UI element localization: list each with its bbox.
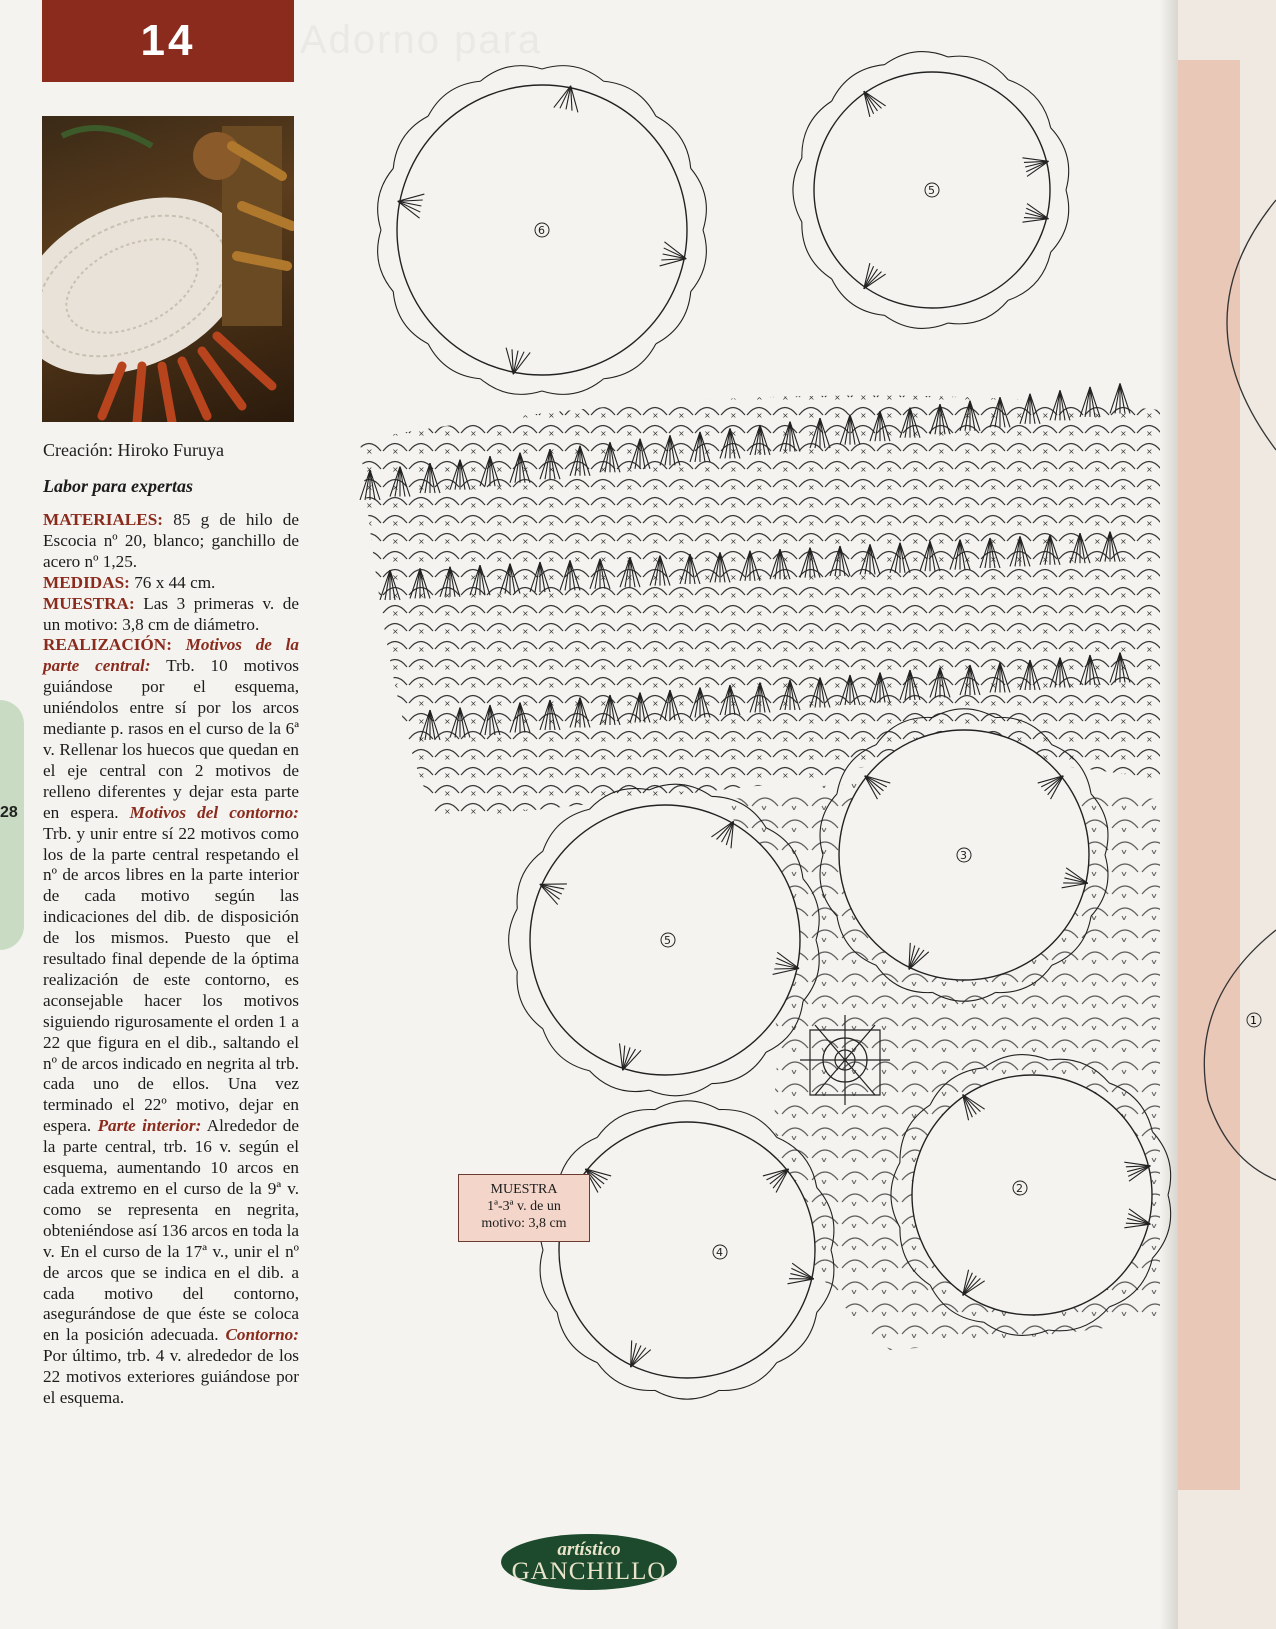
measures-text: 76 x 44 cm.: [129, 572, 216, 592]
edge-text: Por último, trb. 4 v. alrededor de los 22 motivos exteriores guiándose por el esquema.: [43, 1346, 299, 1408]
page-number: 28: [0, 804, 18, 821]
motif-number: 1: [1250, 1014, 1257, 1027]
adjacent-diagram: [1178, 120, 1276, 1480]
sample-box-line3: motivo: 3,8 cm: [481, 1216, 567, 1231]
sample-box: [458, 1174, 590, 1242]
motif-number: 6: [538, 224, 545, 237]
inner-text: Alrededor de la parte central, trb. 16 v. según el esquema, aumentando 10 arcos en cada extremo en el curso de la 9ª v. como se representa en negrita, obteniéndose así 136 arcos en toda la v. En el curso de la 17ª v., unir el nº de arcos que se indica en el dib. a cada motivo del contorno, asegurándose de que éste se coloca en la posición adecuada.: [43, 1116, 299, 1345]
motif-number: 5: [664, 934, 671, 947]
realization-label: REALIZACIÓN:: [43, 635, 172, 655]
materials-text: 85 g de hilo de Escocia nº 20, blanco; ganchillo de acero nº 1,25.: [43, 510, 299, 571]
doily-photo: [42, 116, 294, 422]
center-motifs-text: Trb. 10 motivos guiándose por el esquema, uniéndolos entre sí por los arcos mediante p. rasos en el curso de la 6ª v. Rellenar los huecos que quedan en el eje central con 2 motivos de relleno diferentes y dejar esta parte en espera.: [43, 656, 299, 822]
measures-label: MEDIDAS:: [43, 572, 130, 592]
center-motifs-label: Motivos de la parte central:: [43, 635, 299, 676]
sample-box-title: MUESTRA: [490, 1182, 558, 1197]
sample-text: Las 3 primeras v. de un motivo: 3,8 cm de diámetro.: [43, 593, 299, 634]
contour-motifs-text: Trb. y unir entre sí 22 motivos como los de la parte central respetando el nº de arcos libres en la parte interior de cada motivo según las indicaciones del dib. de disposición de los mismos. Puesto que el resultado final depende de la óptima realización de este contorno, es aconsejable hacer los motivos siguiendo rigurosamente el orden 1 a 22 que figura en el dib., saltando el nº de arcos indicado en negrita al trb. cada uno de ellos. Una vez terminado el 22º motivo, dejar en espera.: [43, 823, 299, 1136]
credit: Creación: Hiroko Furuya: [43, 440, 224, 460]
motif-number: 2: [1016, 1182, 1023, 1195]
sample-label: MUESTRA:: [43, 593, 135, 613]
logo-line2: GANCHILLO: [511, 1558, 667, 1585]
ghost-title: Adorno para: [300, 18, 543, 62]
contour-motifs-label: Motivos del contorno:: [118, 802, 299, 822]
materials-label: MATERIALES:: [43, 510, 164, 529]
inner-label: Parte interior:: [91, 1116, 202, 1136]
difficulty-level: Labor para expertas: [43, 476, 193, 496]
motif-number: 4: [716, 1246, 723, 1259]
logo-line1: artístico: [557, 1539, 621, 1560]
pattern-number: 14: [42, 0, 294, 82]
edge-label: Contorno:: [218, 1325, 299, 1345]
motif-number: 5: [928, 184, 935, 197]
sample-box-line2: 1ª-3ª v. de un: [487, 1199, 561, 1214]
instructions: [43, 510, 299, 1409]
magazine-logo: [501, 1534, 677, 1590]
page-tab: [0, 700, 24, 950]
motif-number: 3: [960, 849, 967, 862]
